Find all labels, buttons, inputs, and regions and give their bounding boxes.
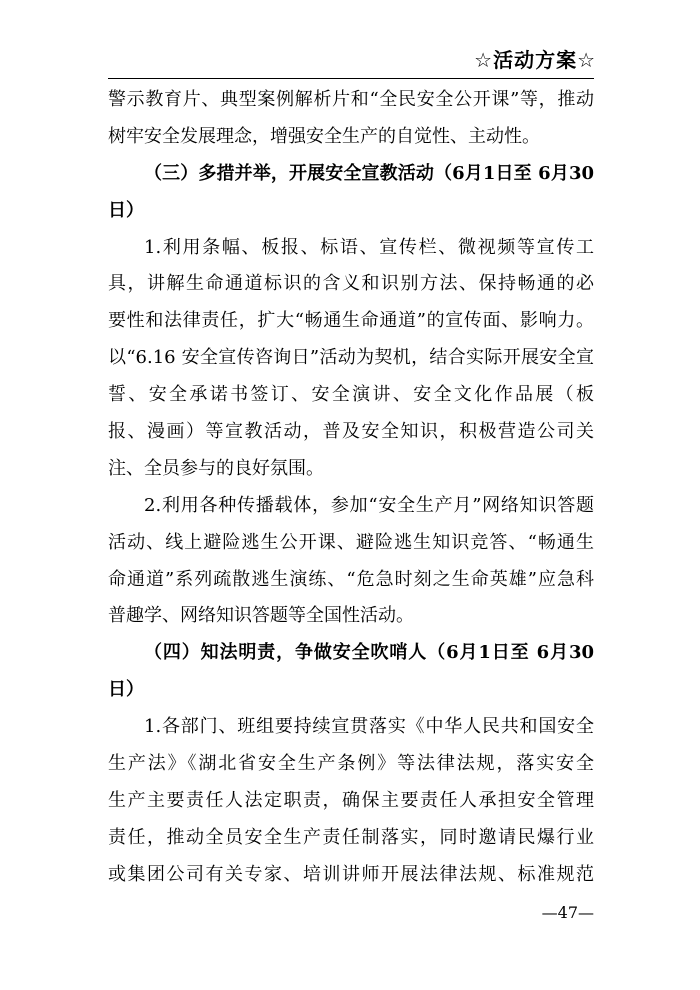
body-text-line: 1.利用条幅、板报、标语、宣传栏、微视频等宣传工: [144, 236, 594, 258]
body-text-line: 或集团公司有关专家、培训讲师开展法律法规、标准规范: [108, 863, 594, 885]
body-text-line: 2.利用各种传播载体，参加“安全生产月”网络知识答题: [144, 494, 594, 516]
section-heading-line: （三）多措并举，开展安全宣教活动（6月1日至 6月30: [144, 162, 594, 184]
page-number: —47—: [541, 903, 594, 922]
body-text-line: 生产主要责任人法定职责，确保主要责任人承担安全管理: [108, 789, 594, 811]
body-text-line: 具，讲解生命通道标识的含义和识别方法、保持畅通的必: [108, 273, 594, 295]
body-text-line: 要性和法律责任，扩大“畅通生命通道”的宣传面、影响力。: [108, 310, 594, 332]
page-header-title: ☆活动方案☆: [474, 48, 596, 72]
body-text-line: 生产法》《湖北省安全生产条例》等法律法规，落实安全: [108, 753, 594, 775]
body-text-line: 以“6.16 安全宣传咨询日”活动为契机，结合实际开展安全宣: [108, 347, 594, 369]
body-text-line: 普趣学、网络知识答题等全国性活动。: [108, 605, 414, 627]
body-text-line: 1.各部门、班组要持续宣贯落实《中华人民共和国安全: [144, 716, 594, 738]
body-text-line: 誓、安全承诺书签订、安全演讲、安全文化作品展（板: [108, 384, 594, 406]
body-text-line: 树牢安全发展理念，增强安全生产的自觉性、主动性。: [108, 125, 540, 147]
body-text-line: 报、漫画）等宣教活动，普及安全知识，积极营造公司关: [108, 421, 594, 443]
document-body: [108, 82, 594, 894]
section-heading-line: 日）: [108, 199, 144, 221]
body-text-line: 警示教育片、典型案例解析片和“全民安全公开课”等，推动: [108, 89, 594, 110]
body-text-line: 活动、线上避险逃生公开课、避险逃生知识竞答、“畅通生: [108, 531, 594, 553]
section-heading-line: （四）知法明责，争做安全吹哨人（6月1日至 6月30: [144, 642, 594, 664]
body-text-line: 注、全员参与的良好氛围。: [108, 457, 324, 479]
body-text-line: 命通道”系列疏散逃生演练、“危急时刻之生命英雄”应急科: [108, 568, 594, 590]
section-heading-line: 日）: [108, 679, 144, 701]
body-text-line: 责任，推动全员安全生产责任制落实，同时邀请民爆行业: [108, 826, 594, 848]
header-rule: [108, 78, 594, 79]
